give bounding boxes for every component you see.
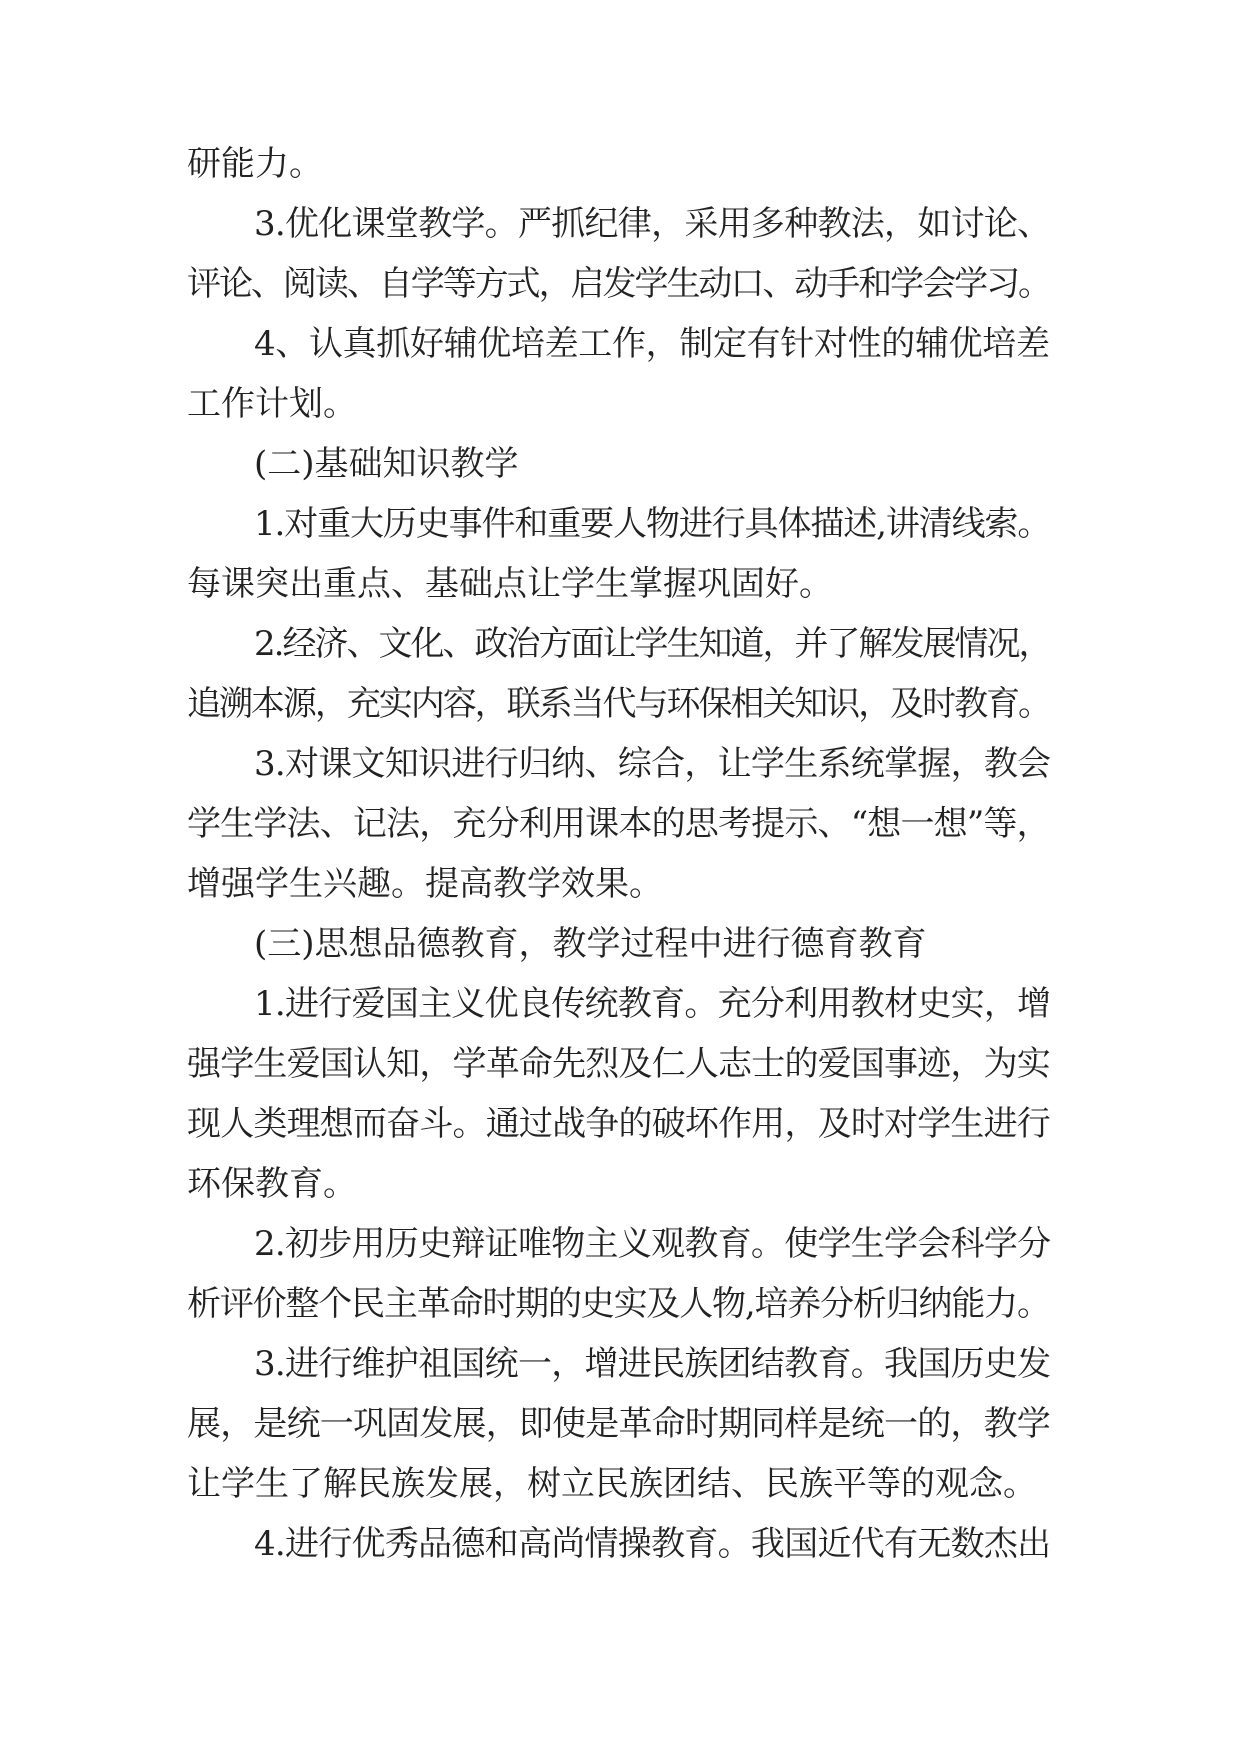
text-line: 1.进行爱国主义优良传统教育。充分利用教材史实，增 <box>254 984 1051 1024</box>
text-line: 2.初步用历史辩证唯物主义观教育。使学生学会科学分 <box>254 1224 1051 1264</box>
text-line: 析评价整个民主革命时期的史实及人物,培养分析归纳能力。 <box>187 1284 1050 1324</box>
text-line: 让学生了解民族发展，树立民族团结、民族平等的观念。 <box>187 1464 1037 1504</box>
text-line: 工作计划。 <box>187 384 357 424</box>
text-line: 强学生爱国认知，学革命先烈及仁人志士的爱国事迹，为实 <box>187 1044 1050 1084</box>
text-line: 4、认真抓好辅优培差工作，制定有针对性的辅优培差 <box>254 324 1050 364</box>
text-line: 增强学生兴趣。提高教学效果。 <box>187 864 663 904</box>
section-heading: (三)思想品德教育，教学过程中进行德育教育 <box>254 924 927 964</box>
text-line: 每课突出重点、基础点让学生掌握巩固好。 <box>187 564 833 604</box>
text-line: 现人类理想而奋斗。通过战争的破坏作用，及时对学生进行 <box>187 1104 1050 1144</box>
text-line: 展，是统一巩固发展，即使是革命时期同样是统一的，教学 <box>187 1404 1050 1444</box>
text-line: 3.优化课堂教学。严抓纪律，采用多种教法，如讨论、 <box>254 204 1051 244</box>
text-line: 评论、阅读、自学等方式，启发学生动口、动手和学会学习。 <box>187 264 1050 304</box>
text-line: 4.进行优秀品德和高尚情操教育。我国近代有无数杰出 <box>254 1524 1051 1564</box>
text-line: 学生学法、记法，充分利用课本的思考提示、“想一想”等， <box>187 804 1050 844</box>
section-heading: (二)基础知识教学 <box>254 444 519 484</box>
text-line: 环保教育。 <box>187 1164 357 1204</box>
text-line: 1.对重大历史事件和重要人物进行具体描述,讲清线索。 <box>254 504 1051 544</box>
text-line: 研能力。 <box>187 144 323 184</box>
text-line: 3.对课文知识进行归纳、综合，让学生系统掌握，教会 <box>254 744 1051 784</box>
text-line: 追溯本源，充实内容，联系当代与环保相关知识，及时教育。 <box>187 684 1050 724</box>
text-line: 2.经济、文化、政治方面让学生知道，并了解发展情况， <box>254 624 1051 664</box>
text-line: 3.进行维护祖国统一，增进民族团结教育。我国历史发 <box>254 1344 1051 1384</box>
